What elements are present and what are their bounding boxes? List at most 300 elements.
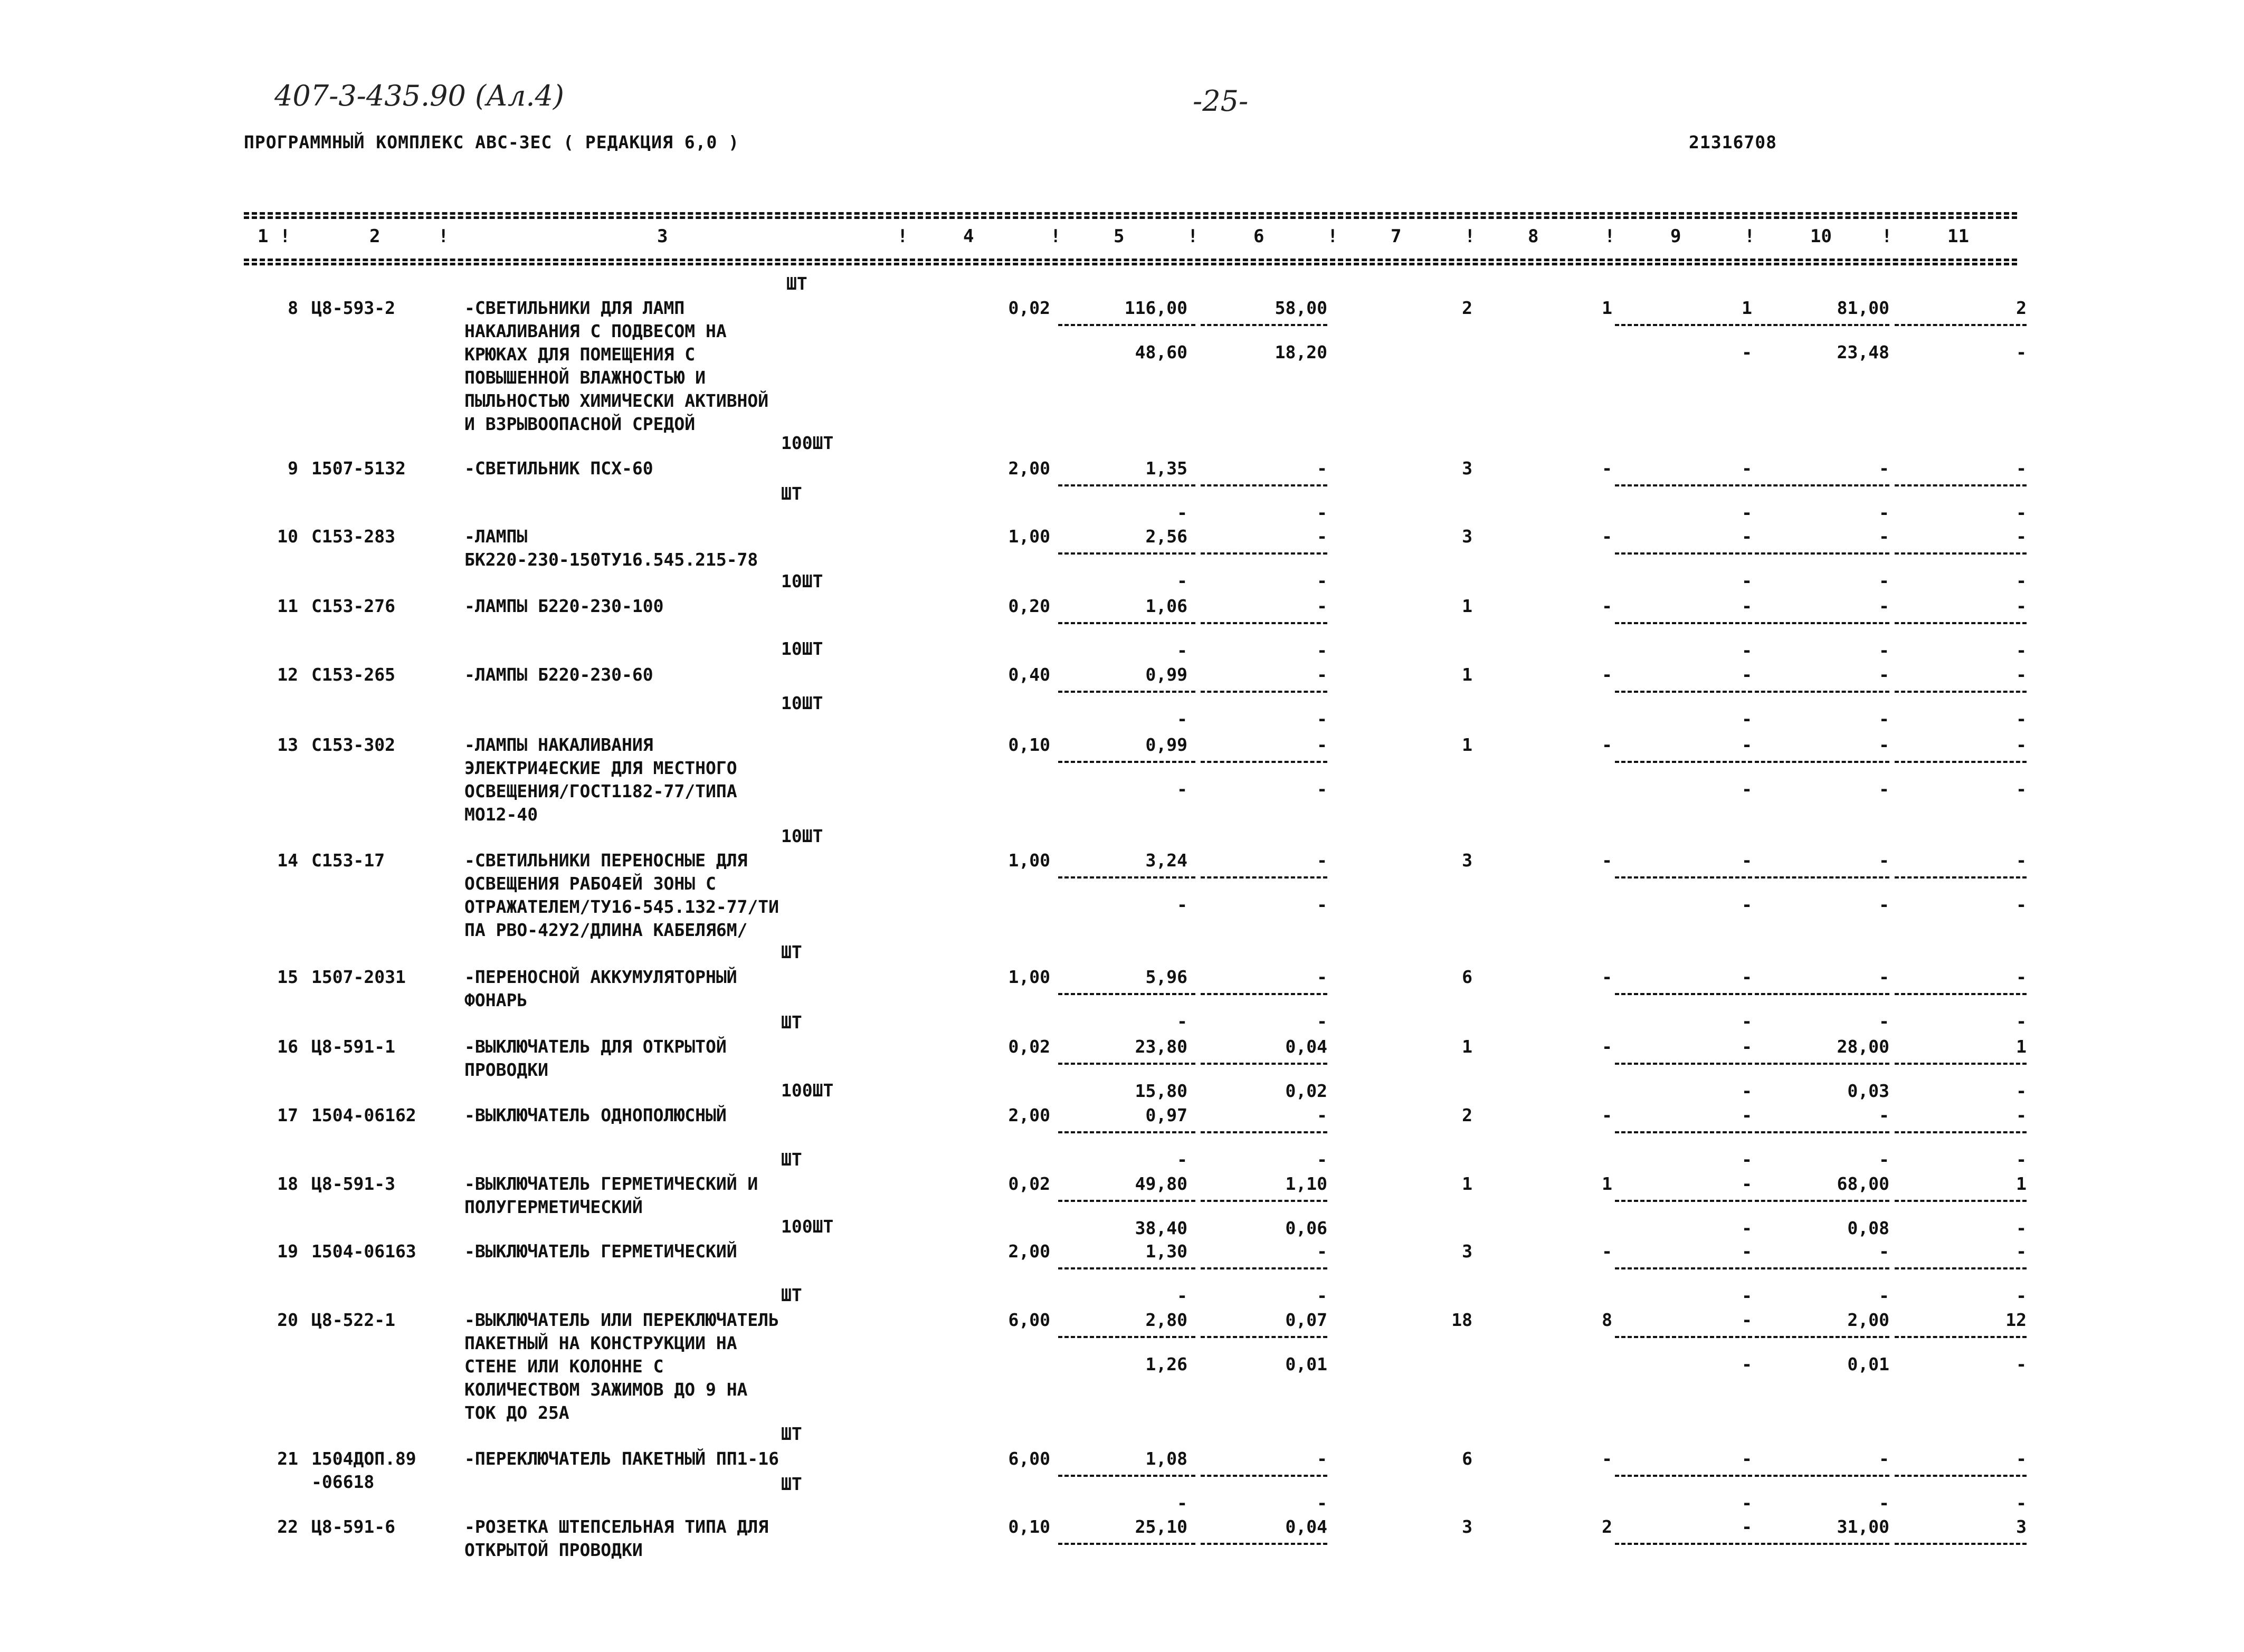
cell-c11: - [2016,664,2027,685]
cell-c11: - [2016,1448,2027,1469]
row-description: -СВЕТИЛЬНИК ПСХ-60 [464,458,653,479]
cell-c9: - [1742,1173,1752,1194]
cell-c9-second-line: - [1742,342,1752,362]
cell-c7: 3 [1462,1516,1472,1537]
underline-c6 [1201,324,1327,326]
underline-c6 [1201,1200,1327,1202]
underline-c9 [1615,1131,1752,1133]
cell-c8: - [1602,526,1612,547]
column-header: 11 [1947,226,1969,247]
underline-c9 [1615,1267,1752,1269]
row-number: 15 [277,967,298,987]
row-description: -ЛАМПЫ НАКАЛИВАНИЯ ЭЛЕКТРИ4ЕСКИЕ ДЛЯ МЕСТНОГО ОСВЕЩЕНИЯ/ГОСТ1182-77/ТИПА МО12-40 [464,734,737,825]
cell-c5: 116,00 [1124,298,1187,318]
underline-c6 [1201,1543,1327,1545]
row-unit: 10ШТ [781,571,823,591]
row-unit: 100ШТ [781,433,834,453]
row-number: 13 [277,734,298,755]
column-separator: ! [280,226,291,247]
cell-c9: - [1742,1516,1752,1537]
cell-c10: - [1879,734,1889,755]
cell-c9: - [1742,596,1752,616]
cell-c9: - [1742,967,1752,987]
row-description: -СВЕТИЛЬНИКИ ДЛЯ ЛАМП НАКАЛИВАНИЯ С ПОДВЕСОМ НА КРЮКАХ ДЛЯ ПОМЕЩЕНИЯ С ПОВЫШЕННОЙ ВЛАЖНОСТЬЮ И ПЫЛЬНОСТЬЮ ХИМИЧЕСКИ АКТИВНОЙ И ВЗРЫВООПАСНОЙ СРЕДОЙ [464,298,769,434]
cell-c10-second-line: - [1879,779,1889,799]
cell-c11: 2 [2016,298,2027,318]
cell-c5: 2,80 [1145,1310,1187,1330]
underline-c6 [1201,876,1327,878]
underline-c6 [1201,1267,1327,1269]
cell-c6-second-line: 0,02 [1285,1081,1327,1101]
underline-c5 [1058,552,1195,555]
underline-c6 [1201,1475,1327,1477]
row-code: С153-283 [311,526,395,547]
underline-c11 [1895,1475,2027,1477]
cell-c11: 1 [2016,1036,2027,1057]
row-number: 14 [277,850,298,871]
cell-c11: - [2016,1241,2027,1262]
column-separator: ! [1465,226,1476,247]
row-number: 17 [277,1105,298,1125]
cell-c11-second-line: - [2016,1285,2027,1306]
cell-c9: - [1742,1036,1752,1057]
cell-c7: 3 [1462,850,1472,871]
cell-c5: 3,24 [1145,850,1187,871]
underline-c10 [1755,1063,1889,1065]
cell-c5-second-line: - [1177,779,1187,799]
cell-c6: - [1317,1448,1327,1469]
underline-c11 [1895,552,2027,555]
column-separator: ! [1604,226,1615,247]
cell-c9: 1 [1742,298,1752,318]
cell-c9-second-line: - [1742,709,1752,729]
underline-c11 [1895,1063,2027,1065]
cell-c8: - [1602,1105,1612,1125]
column-header: 1 [258,226,269,247]
cell-c8: - [1602,967,1612,987]
cell-c7: 3 [1462,1241,1472,1262]
underline-c10 [1755,324,1889,326]
underline-c11 [1895,1543,2027,1545]
cell-c9: - [1742,664,1752,685]
cell-c10: - [1879,850,1889,871]
underline-c9 [1615,1543,1752,1545]
cell-c11-second-line: - [2016,1218,2027,1238]
underline-c6 [1201,691,1327,693]
column-header: 5 [1114,226,1125,247]
underline-c6 [1201,1131,1327,1133]
cell-c5: 2,56 [1145,526,1187,547]
row-code: Ц8-591-3 [311,1173,395,1194]
cell-c9: - [1742,734,1752,755]
cell-c6: - [1317,596,1327,616]
column-separator: ! [438,226,449,247]
column-header: 7 [1391,226,1402,247]
cell-c6-second-line: - [1317,502,1327,523]
underline-c9 [1615,1336,1752,1338]
cell-c6-second-line: 18,20 [1275,342,1327,362]
cell-c10: 81,00 [1837,298,1889,318]
column-header: 2 [369,226,381,247]
column-header: 8 [1528,226,1539,247]
underline-c11 [1895,1336,2027,1338]
underline-c10 [1755,552,1889,555]
cell-c8: - [1602,1448,1612,1469]
row-description: -ВЫКЛЮЧАТЕЛЬ ГЕРМЕТИЧЕСКИЙ [464,1241,737,1262]
cell-c4: 0,02 [1008,298,1050,318]
underline-c11 [1895,1267,2027,1269]
cell-c8: - [1602,596,1612,616]
underline-c9 [1615,552,1752,555]
underline-c9 [1615,993,1752,995]
underline-c5 [1058,622,1195,624]
cell-c4: 2,00 [1008,1105,1050,1125]
cell-c4: 0,02 [1008,1036,1050,1057]
row-unit: ШТ [781,1012,802,1033]
row-description: -СВЕТИЛЬНИКИ ПЕРЕНОСНЫЕ ДЛЯ ОСВЕЩЕНИЯ РАБО4ЕЙ ЗОНЫ С ОТРАЖАТЕЛЕМ/ТУ16-545.132-77/ТИ ПА РВО-42У2/ДЛИНА КАБЕЛЯ6М/ [464,850,779,940]
cell-c11: - [2016,526,2027,547]
cell-c9: - [1742,526,1752,547]
cell-c10: - [1879,1448,1889,1469]
cell-c9-second-line: - [1742,640,1752,661]
cell-c6-second-line: - [1317,1011,1327,1032]
underline-c10 [1755,1267,1889,1269]
row-code: С153-302 [311,734,395,755]
cell-c10: - [1879,664,1889,685]
cell-c6: - [1317,967,1327,987]
row-number: 16 [277,1036,298,1057]
row-number: 11 [277,596,298,616]
cell-c4: 6,00 [1008,1310,1050,1330]
cell-c5: 49,80 [1135,1173,1187,1194]
underline-c5 [1058,1336,1195,1338]
row-number: 22 [277,1516,298,1537]
cell-c7: 6 [1462,1448,1472,1469]
cell-c11-second-line: - [2016,894,2027,915]
underline-c6 [1201,552,1327,555]
row-code: Ц8-591-6 [311,1516,395,1537]
row-code: С153-17 [311,850,385,871]
cell-c6: - [1317,664,1327,685]
cell-c5: 1,35 [1145,458,1187,479]
cell-c10-second-line: - [1879,1285,1889,1306]
row-unit: 100ШТ [781,1216,834,1237]
column-separator: ! [1187,226,1199,247]
cell-c6: - [1317,1241,1327,1262]
underline-c6 [1201,993,1327,995]
cell-c5: 23,80 [1135,1036,1187,1057]
underline-c11 [1895,993,2027,995]
cell-c4: 1,00 [1008,967,1050,987]
underline-c5 [1058,691,1195,693]
underline-c11 [1895,484,2027,486]
cell-c8: 1 [1602,1173,1612,1194]
underline-c11 [1895,1200,2027,1202]
program-title: ПРОГРАММНЫЙ КОМПЛЕКС АВС-3ЕС ( РЕДАКЦИЯ 6,0 ) [244,132,740,152]
underline-c5 [1058,1200,1195,1202]
cell-c6-second-line: - [1317,709,1327,729]
cell-c11: - [2016,458,2027,479]
underline-c9 [1615,1475,1752,1477]
row-code: 1504-06163 [311,1241,416,1262]
cell-c9-second-line: - [1742,1285,1752,1306]
cell-c9-second-line: - [1742,502,1752,523]
underline-c9 [1615,691,1752,693]
cell-c7: 2 [1462,298,1472,318]
row-code: С153-276 [311,596,395,616]
cell-c11-second-line: - [2016,1081,2027,1101]
underline-c10 [1755,1475,1889,1477]
row-code: Ц8-593-2 [311,298,395,318]
cell-c9-second-line: - [1742,1218,1752,1238]
cell-c6: - [1317,458,1327,479]
cell-c8: - [1602,734,1612,755]
cell-c10: - [1879,1241,1889,1262]
cell-c4: 1,00 [1008,526,1050,547]
row-description: -ПЕРЕНОСНОЙ АККУМУЛЯТОРНЫЙ ФОНАРЬ [464,967,737,1010]
cell-c8: - [1602,1036,1612,1057]
cell-c8: 2 [1602,1516,1612,1537]
underline-c5 [1058,761,1195,763]
underline-c10 [1755,1200,1889,1202]
cell-c9: - [1742,850,1752,871]
cell-c5-second-line: - [1177,1285,1187,1306]
underline-c6 [1201,484,1327,486]
underline-c5 [1058,1475,1195,1477]
cell-c7: 1 [1462,1036,1472,1057]
cell-c11-second-line: - [2016,1493,2027,1513]
cell-c5-second-line: 38,40 [1135,1218,1187,1238]
underline-c9 [1615,1063,1752,1065]
underline-c10 [1755,691,1889,693]
cell-c9-second-line: - [1742,570,1752,591]
cell-c5: 25,10 [1135,1516,1187,1537]
row-description: -ПЕРЕКЛЮЧАТЕЛЬ ПАКЕТНЫЙ ПП1-16 [464,1448,779,1469]
cell-c11: 1 [2016,1173,2027,1194]
cell-c9-second-line: - [1742,1493,1752,1513]
row-number: 10 [277,526,298,547]
underline-c9 [1615,484,1752,486]
column-header: 4 [963,226,974,247]
cell-c11: - [2016,1105,2027,1125]
row-code: Ц8-591-1 [311,1036,395,1057]
cell-c10: - [1879,596,1889,616]
row-code: Ц8-522-1 [311,1310,395,1330]
row-description: -ЛАМПЫ Б220-230-60 [464,664,653,685]
cell-c10-second-line: 0,01 [1847,1354,1889,1374]
cell-c6: - [1317,1105,1327,1125]
cell-c10: 2,00 [1847,1310,1889,1330]
row-unit: ШТ [781,1424,802,1444]
cell-c7: 1 [1462,664,1472,685]
cell-c5: 0,99 [1145,734,1187,755]
underline-c9 [1615,876,1752,878]
underline-c10 [1755,484,1889,486]
cell-c11-second-line: - [2016,779,2027,799]
underline-c5 [1058,324,1195,326]
cell-c7: 1 [1462,1173,1472,1194]
cell-c10-second-line: - [1879,709,1889,729]
cell-c11-second-line: - [2016,570,2027,591]
cell-c6: 1,10 [1285,1173,1327,1194]
cell-c6-second-line: 0,06 [1285,1218,1327,1238]
cell-c5-second-line: - [1177,640,1187,661]
cell-c5-second-line: - [1177,1011,1187,1032]
cell-c6: - [1317,850,1327,871]
underline-c6 [1201,761,1327,763]
cell-c9-second-line: - [1742,1354,1752,1374]
underline-c10 [1755,761,1889,763]
column-header: 3 [657,226,668,247]
cell-c11-second-line: - [2016,640,2027,661]
underline-c6 [1201,1336,1327,1338]
cell-c5-second-line: - [1177,894,1187,915]
row-unit: ШТ [781,1285,802,1305]
underline-c5 [1058,876,1195,878]
cell-c5: 0,99 [1145,664,1187,685]
underline-c6 [1201,1063,1327,1065]
row-code: 1507-2031 [311,967,406,987]
row-description: -ЛАМПЫ БК220-230-150ТУ16.545.215-78 [464,526,758,570]
cell-c10: - [1879,967,1889,987]
row-number: 8 [288,298,298,318]
cell-c10-second-line: 23,48 [1837,342,1889,362]
underline-c11 [1895,761,2027,763]
column-separator: ! [1050,226,1061,247]
row-number: 18 [277,1173,298,1194]
column-separator: ! [1327,226,1338,247]
cell-c9: - [1742,1448,1752,1469]
cell-c6: 58,00 [1275,298,1327,318]
cell-c6: 0,04 [1285,1036,1327,1057]
cell-c6-second-line: - [1317,1285,1327,1306]
cell-c4: 2,00 [1008,458,1050,479]
cell-c4: 0,40 [1008,664,1050,685]
cell-c5-second-line: - [1177,1149,1187,1170]
row-unit: 100ШТ [781,1080,834,1101]
column-separator: ! [897,226,908,247]
cell-c11: - [2016,967,2027,987]
cell-c10: 31,00 [1837,1516,1889,1537]
underline-c9 [1615,761,1752,763]
cell-c8: 8 [1602,1310,1612,1330]
cell-c9-second-line: - [1742,1081,1752,1101]
cell-c4: 6,00 [1008,1448,1050,1469]
cell-c5: 5,96 [1145,967,1187,987]
cell-c11: - [2016,734,2027,755]
column-header: 6 [1253,226,1264,247]
row-code: 1504-06162 [311,1105,416,1125]
column-separator: ! [1881,226,1893,247]
cell-c5: 1,06 [1145,596,1187,616]
row-unit: ШТ [781,1474,802,1494]
cell-c11: - [2016,850,2027,871]
cell-c10-second-line: - [1879,640,1889,661]
cell-c6: 0,07 [1285,1310,1327,1330]
cell-c8: 1 [1602,298,1612,318]
cell-c10-second-line: - [1879,570,1889,591]
doc-code: 407-3-435.90 (Ал.4) [274,79,564,112]
row-description: -ВЫКЛЮЧАТЕЛЬ ДЛЯ ОТКРЫТОЙ ПРОВОДКИ [464,1036,727,1080]
row-number: 21 [277,1448,298,1469]
cell-c9-second-line: - [1742,779,1752,799]
underline-c11 [1895,1131,2027,1133]
cell-c9-second-line: - [1742,1149,1752,1170]
column-separator: ! [1744,226,1755,247]
cell-c7: 6 [1462,967,1472,987]
cell-c8: - [1602,1241,1612,1262]
row-number: 12 [277,664,298,685]
underline-c11 [1895,324,2027,326]
row-unit: 10ШТ [781,638,823,659]
underline-c11 [1895,876,2027,878]
underline-c5 [1058,1131,1195,1133]
underline-c9 [1615,324,1752,326]
underline-c9 [1615,1200,1752,1202]
cell-c6-second-line: 0,01 [1285,1354,1327,1374]
cell-c5-second-line: - [1177,1493,1187,1513]
cell-c10: 68,00 [1837,1173,1889,1194]
cell-c10-second-line: - [1879,894,1889,915]
cell-c7: 2 [1462,1105,1472,1125]
cell-c8: - [1602,850,1612,871]
row-description: -ВЫКЛЮЧАТЕЛЬ ОДНОПОЛЮСНЫЙ [464,1105,727,1125]
cell-c5-second-line: - [1177,709,1187,729]
cell-c10-second-line: - [1879,502,1889,523]
top-unit: ШТ [786,273,807,294]
row-description: -ВЫКЛЮЧАТЕЛЬ ИЛИ ПЕРЕКЛЮЧАТЕЛЬ ПАКЕТНЫЙ НА КОНСТРУКЦИИ НА СТЕНЕ ИЛИ КОЛОННЕ С КОЛИЧЕСТВОМ ЗАЖИМОВ ДО 9 НА ТОК ДО 25А [464,1310,779,1423]
underline-c10 [1755,1336,1889,1338]
column-header: 10 [1810,226,1832,247]
cell-c5-second-line: 15,80 [1135,1081,1187,1101]
cell-c11-second-line: - [2016,709,2027,729]
underline-c11 [1895,691,2027,693]
page-number: -25- [1193,84,1249,118]
cell-c8: - [1602,664,1612,685]
cell-c5-second-line: - [1177,570,1187,591]
cell-c11-second-line: - [2016,1011,2027,1032]
cell-c7: 18 [1451,1310,1472,1330]
cell-c4: 0,10 [1008,1516,1050,1537]
cell-c6: - [1317,526,1327,547]
cell-c6-second-line: - [1317,1493,1327,1513]
underline-c10 [1755,622,1889,624]
cell-c9: - [1742,1310,1752,1330]
underline-c10 [1755,876,1889,878]
cell-c5-second-line: 1,26 [1145,1354,1187,1374]
cell-c8: - [1602,458,1612,479]
cell-c4: 0,02 [1008,1173,1050,1194]
cell-c9: - [1742,1241,1752,1262]
cell-c4: 2,00 [1008,1241,1050,1262]
cell-c5: 1,08 [1145,1448,1187,1469]
cell-c6: 0,04 [1285,1516,1327,1537]
cell-c4: 0,10 [1008,734,1050,755]
cell-c9-second-line: - [1742,1011,1752,1032]
cell-c9: - [1742,1105,1752,1125]
cell-c7: 3 [1462,526,1472,547]
cell-c5-second-line: - [1177,502,1187,523]
row-unit: 10ШТ [781,826,823,846]
cell-c10-second-line: - [1879,1493,1889,1513]
cell-c6-second-line: - [1317,640,1327,661]
cell-c6-second-line: - [1317,779,1327,799]
cell-c10: - [1879,526,1889,547]
underline-c5 [1058,484,1195,486]
underline-c10 [1755,1543,1889,1545]
cell-c6: - [1317,734,1327,755]
row-number: 20 [277,1310,298,1330]
